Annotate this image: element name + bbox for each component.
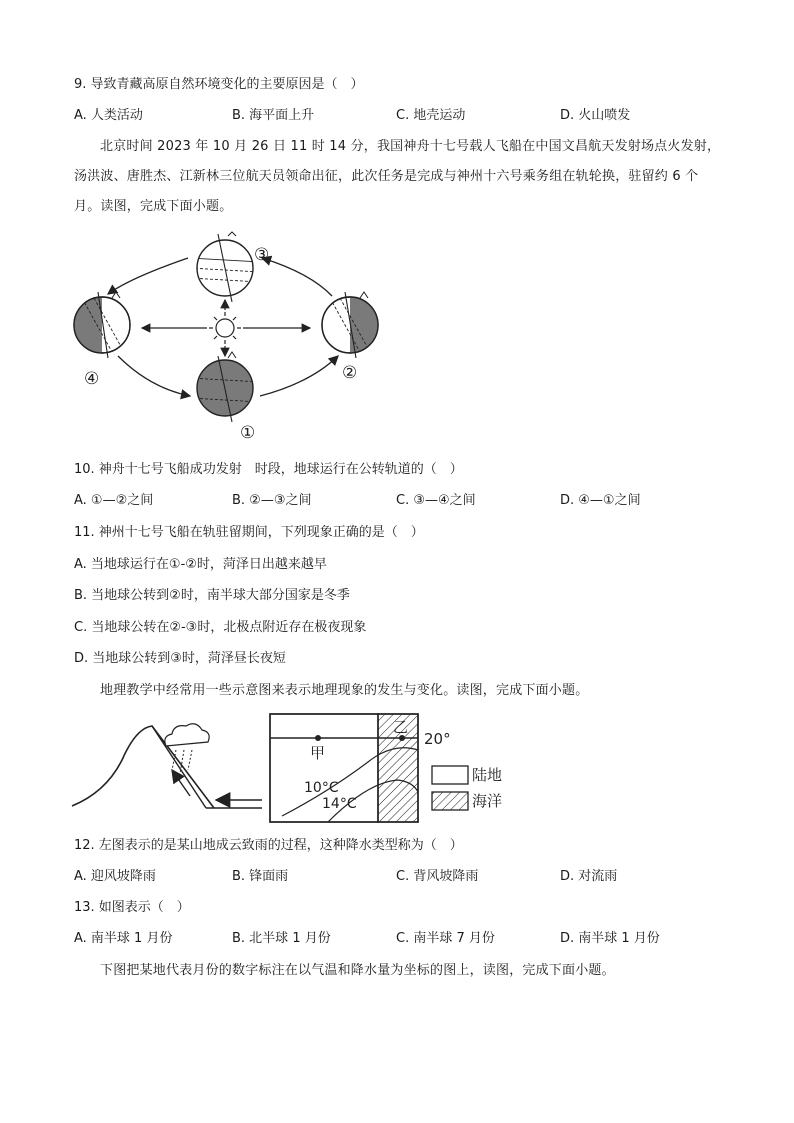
earth-position-2	[322, 292, 382, 358]
q9-option-a[interactable]: A. 人类活动	[74, 108, 143, 123]
label-latitude: 20°	[424, 730, 451, 748]
label-yi: 乙	[393, 718, 409, 736]
intro-paragraph-2: 地理教学中经常用一些示意图来表示地理现象的发生与变化。读图，完成下面小题。	[100, 683, 589, 698]
earth-position-1	[190, 352, 260, 422]
orbit-arrow	[118, 356, 190, 396]
orographic-rain-figure	[66, 712, 266, 816]
q9-option-b[interactable]: B. 海平面上升	[232, 108, 315, 123]
legend-land-label: 陆地	[472, 766, 503, 784]
q11-option-d[interactable]: D. 当地球公转到③时，菏泽昼长夜短	[74, 651, 286, 666]
isotherm-figure	[268, 712, 514, 826]
label-position-4: ④	[84, 369, 100, 389]
point-jia	[315, 735, 321, 741]
q11-option-c[interactable]: C. 当地球公转在②-③时，北极点附近存在极夜现象	[74, 620, 367, 635]
q10-option-b[interactable]: B. ②—③之间	[232, 493, 312, 508]
q12-option-c[interactable]: C. 背风坡降雨	[396, 869, 479, 884]
label-jia: 甲	[310, 744, 326, 762]
earth-orbit-figure	[60, 228, 390, 448]
q11-option-a[interactable]: A. 当地球运行在①-②时，菏泽日出越来越早	[74, 557, 327, 572]
q10-option-c[interactable]: C. ③—④之间	[396, 493, 476, 508]
label-position-1: ①	[240, 423, 256, 443]
label-isotherm-10: 10°C	[304, 780, 339, 796]
q12-stem: 12. 左图表示的是某山地成云致雨的过程，这种降水类型称为（ ）	[74, 838, 463, 853]
q12-option-d[interactable]: D. 对流雨	[560, 869, 618, 884]
q13-option-c[interactable]: C. 南半球 7 月份	[396, 931, 495, 946]
q13-option-b[interactable]: B. 北半球 1 月份	[232, 931, 331, 946]
label-position-2: ②	[342, 363, 358, 383]
q12-option-b[interactable]: B. 锋面雨	[232, 869, 289, 884]
sun-icon	[209, 312, 241, 344]
orbit-arrow	[108, 258, 188, 294]
intro-paragraph-3: 下图把某地代表月份的数字标注在以气温和降水量为坐标的图上，读图，完成下面小题。	[100, 963, 615, 978]
q10-option-a[interactable]: A. ①—②之间	[74, 493, 154, 508]
q10-stem: 10. 神舟十七号飞船成功发射 时段，地球运行在公转轨道的（ ）	[74, 462, 463, 477]
q13-option-a[interactable]: A. 南半球 1 月份	[74, 931, 173, 946]
cloud-icon	[165, 724, 209, 746]
q10-option-d[interactable]: D. ④—①之间	[560, 493, 641, 508]
q9-option-c[interactable]: C. 地壳运动	[396, 108, 466, 123]
legend-sea-swatch	[432, 792, 468, 810]
q12-option-a[interactable]: A. 迎风坡降雨	[74, 869, 156, 884]
earth-position-4	[70, 292, 130, 358]
q11-option-b[interactable]: B. 当地球公转到②时，南半球大部分国家是冬季	[74, 588, 350, 603]
q13-option-d[interactable]: D. 南半球 1 月份	[560, 931, 660, 946]
label-position-3: ③	[254, 245, 270, 265]
legend-land-swatch	[432, 766, 468, 784]
orbit-arrow	[262, 258, 332, 296]
legend-sea-label: 海洋	[472, 792, 503, 810]
q11-stem: 11. 神州十七号飞船在轨驻留期间，下列现象正确的是（ ）	[74, 525, 424, 540]
orbit-arrow	[260, 356, 338, 396]
q13-stem: 13. 如图表示（ ）	[74, 900, 190, 915]
intro-paragraph-1: 北京时间 2023 年 10 月 26 日 11 时 14 分，我国神舟十七号载人飞船在中国文昌航天发射场点火发射，汤洪波、唐胜杰、江新林三位航天员领命出征，此次任务是完成与神州十六号乘务组在轨轮换，驻留约 6 个月。读图，完成下面小题。	[74, 139, 721, 214]
label-isotherm-14: 14°C	[322, 796, 357, 812]
earth-position-3	[190, 232, 260, 302]
q9-option-d[interactable]: D. 火山喷发	[560, 108, 631, 123]
q9-stem: 9. 导致青藏高原自然环境变化的主要原因是（ ）	[74, 77, 364, 92]
